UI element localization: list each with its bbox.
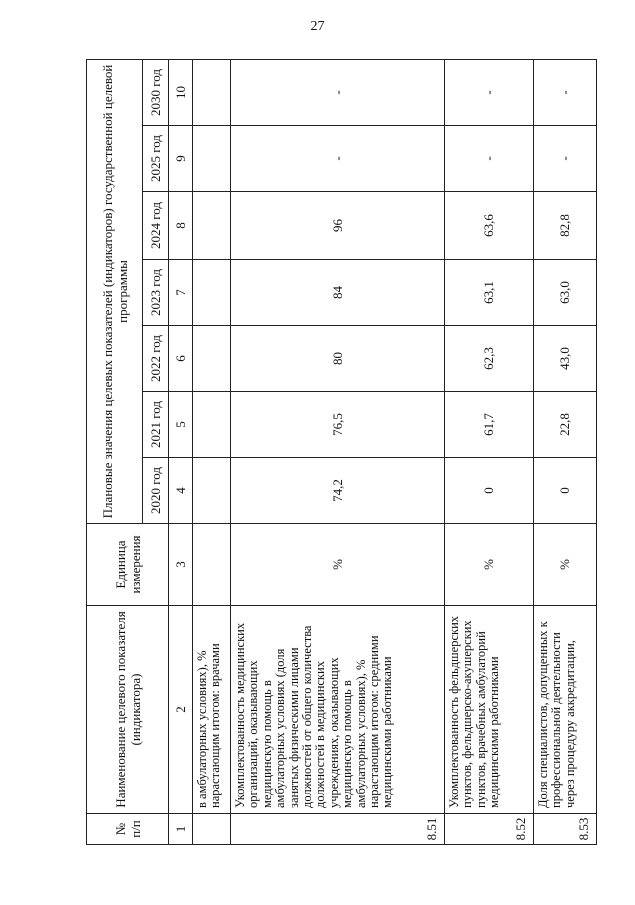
- value-cell: [193, 458, 231, 524]
- value-cell: 76,5: [231, 392, 445, 458]
- value-cell: [193, 59, 231, 125]
- value-cell: 80: [231, 326, 445, 392]
- column-number: 5: [169, 392, 193, 458]
- table-row: [445, 59, 534, 844]
- indicator-name: Укомплектованность фельдшерских пунктов, фельдшерско-акушерских пунктов, врачебных амбулаторий медицинскими работниками: [445, 606, 534, 814]
- column-number: 4: [169, 458, 193, 524]
- value-cell: 63,0: [534, 260, 597, 326]
- value-cell: 82,8: [534, 192, 597, 260]
- column-number: 8: [169, 192, 193, 260]
- header-year: 2021 год: [143, 392, 169, 458]
- value-cell: 0: [534, 458, 597, 524]
- unit-cell: %: [445, 524, 534, 606]
- table-row: [231, 59, 445, 844]
- header-name: Наименование целевого показателя (индикатора): [87, 606, 169, 814]
- value-cell: -: [534, 59, 597, 125]
- column-number: 1: [169, 814, 193, 845]
- indicator-name: Доля специалистов, допущенных к профессиональной деятельности через процедуру аккредитации,: [534, 606, 597, 814]
- page-number: 27: [310, 19, 325, 34]
- rotated-table-container: [86, 60, 596, 845]
- value-cell: 22,8: [534, 392, 597, 458]
- unit-cell: %: [231, 524, 445, 606]
- column-number: 6: [169, 326, 193, 392]
- value-cell: 43,0: [534, 326, 597, 392]
- unit-cell: [193, 524, 231, 606]
- indicator-name: в амбулаторных условиях), % нарастающим итогом: врачами: [193, 606, 231, 814]
- header-planned-values: Плановые значения целевых показателей (индикаторов) государственной целевой программы: [87, 59, 143, 523]
- column-number: 10: [169, 59, 193, 125]
- numbering-row: [169, 59, 193, 844]
- header-year: 2030 год: [143, 59, 169, 125]
- indicators-table: [86, 59, 597, 845]
- header-year: 2023 год: [143, 260, 169, 326]
- value-cell: 0: [445, 458, 534, 524]
- row-number: [193, 814, 231, 845]
- column-number: 3: [169, 524, 193, 606]
- column-number: 9: [169, 126, 193, 192]
- column-number: 7: [169, 260, 193, 326]
- value-cell: 96: [231, 192, 445, 260]
- row-number: 8.51: [231, 814, 445, 845]
- value-cell: -: [534, 126, 597, 192]
- header-num: № п/п: [87, 814, 169, 845]
- value-cell: [193, 126, 231, 192]
- value-cell: -: [231, 126, 445, 192]
- value-cell: -: [445, 126, 534, 192]
- value-cell: [193, 192, 231, 260]
- value-cell: 63,1: [445, 260, 534, 326]
- indicator-name: Укомплектованность медицинских организаций, оказывающих медицинскую помощь в амбулаторных условиях (доля занятых физическими лицами должностей от общего количества должностей в медицинских учреждениях, оказывающих медицинскую помощь в амбулаторных условиях), % нарастающим итогом: средними медицинскими работниками: [231, 606, 445, 814]
- row-number: 8.53: [534, 814, 597, 845]
- header-year: 2024 год: [143, 192, 169, 260]
- header-unit: Единица измерения: [87, 524, 169, 606]
- value-cell: 63,6: [445, 192, 534, 260]
- value-cell: 74,2: [231, 458, 445, 524]
- header-year: 2022 год: [143, 326, 169, 392]
- header-year: 2025 год: [143, 126, 169, 192]
- value-cell: 62,3: [445, 326, 534, 392]
- value-cell: -: [231, 59, 445, 125]
- value-cell: [193, 260, 231, 326]
- table-row: [534, 59, 597, 844]
- value-cell: [193, 392, 231, 458]
- header-year: 2020 год: [143, 458, 169, 524]
- unit-cell: %: [534, 524, 597, 606]
- column-number: 2: [169, 606, 193, 814]
- value-cell: 84: [231, 260, 445, 326]
- table-row: [193, 59, 231, 844]
- value-cell: -: [445, 59, 534, 125]
- value-cell: 61,7: [445, 392, 534, 458]
- value-cell: [193, 326, 231, 392]
- row-number: 8.52: [445, 814, 534, 845]
